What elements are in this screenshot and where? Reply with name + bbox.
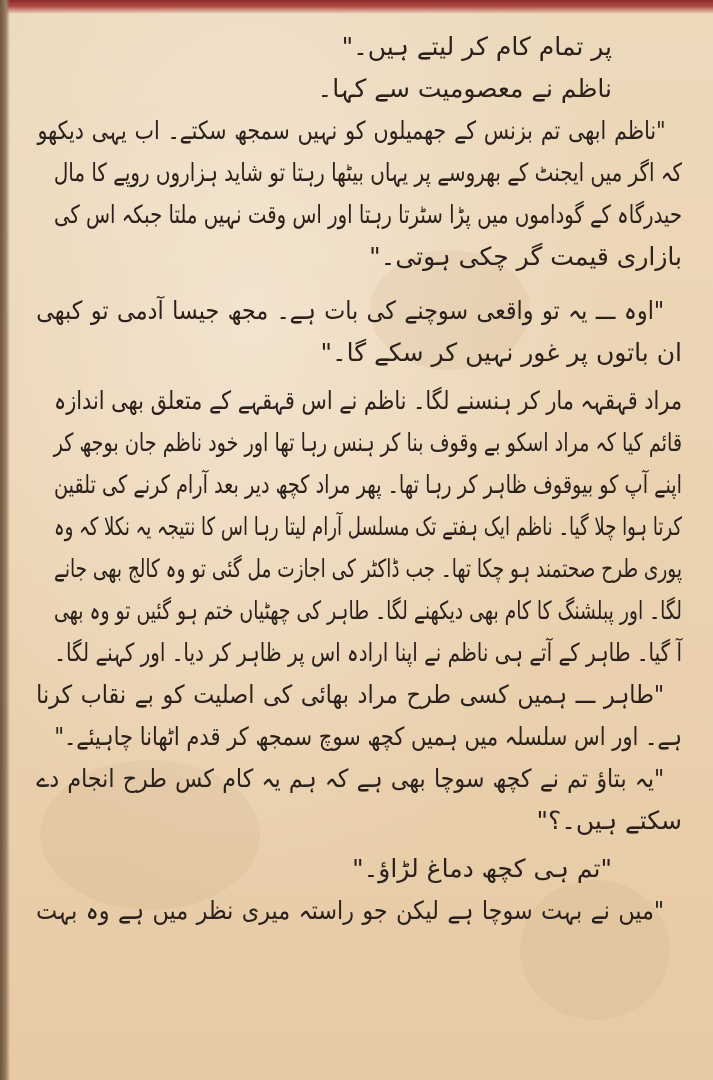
text-line: کہ اگر میں ایجنٹ کے بھروسے پر یہاں بیٹھا رہتا تو شاید ہزاروں روپے کا مال <box>53 158 682 187</box>
text-line: آ گیا۔ طاہر کے آتے ہی ناظم نے اپنا ارادہ اس پر ظاہر کر دیا۔ اور کہنے لگا۔ <box>54 638 682 667</box>
page-binding-edge <box>0 0 10 1080</box>
page-top-edge <box>0 0 713 14</box>
text-line: لگا۔ اور پبلشنگ کا کام بھی دیکھنے لگا۔ طاہر کی چھٹیاں ختم ہو گئیں تو وہ بھی <box>53 596 682 625</box>
text-line: ان باتوں پر غور نہیں کر سکے گا۔" <box>320 338 682 367</box>
text-line: پر تمام کام کر لیتے ہیں۔" <box>341 32 612 61</box>
text-line: ہے۔ اور اس سلسلہ میں ہمیں کچھ سوچ سمجھ کر قدم اٹھانا چاہیئے۔" <box>54 722 682 751</box>
text-line: بازاری قیمت گر چکی ہوتی۔" <box>369 242 682 271</box>
text-line: قائم کیا کہ مراد اسکو بے وقوف بنا کر ہنس رہا تھا اور خود ناظم جان بوجھ کر <box>53 428 682 457</box>
text-line: ناظم نے معصومیت سے کہا۔ <box>317 74 612 103</box>
text-line: سکتے ہیں۔؟" <box>536 806 682 835</box>
text-line: پوری طرح صحتمند ہو چکا تھا۔ جب ڈاکٹر کی اجازت مل گئی تو وہ کالج بھی جانے <box>54 554 682 583</box>
text-line: "تم ہی کچھ دماغ لڑاؤ۔" <box>352 854 612 883</box>
handwritten-text-block <box>36 26 682 932</box>
text-line: "اوہ ـــ یہ تو واقعی سوچنے کی بات ہے۔ مجھ جیسا آدمی تو کبھی <box>36 296 665 325</box>
text-line: "یہ بتاؤ تم نے کچھ سوچا بھی ہے کہ ہم یہ کام کس طرح انجام دے <box>36 764 665 793</box>
text-line: "میں نے بہت سوچا ہے لیکن جو راستہ میری نظر میں ہے وہ بہت <box>36 896 665 925</box>
text-line: "ناظم ابھی تم بزنس کے جھمیلوں کو نہیں سمجھ سکتے۔ اب یہی دیکھو <box>37 116 666 145</box>
text-line: اپنے آپ کو بیوقوف ظاہر کر رہا تھا۔ پھر مراد کچھ دیر بعد آرام کرنے کی تلقین <box>53 470 682 499</box>
text-line: "طاہر ـــ ہمیں کسی طرح مراد بھائی کی اصلیت کو بے نقاب کرنا <box>36 680 665 709</box>
paragraph-gap <box>54 278 682 290</box>
text-line: حیدرگاہ کے گوداموں میں پڑا سٹرتا رہتا اور اس وقت نہیں ملتا جبکہ اس کی <box>53 200 682 229</box>
text-line: کرتا ہوا چلا گیا۔ ناظم ایک ہفتے تک مسلسل آرام لیتا رہا اس کا نتیجہ یہ نکلا کہ وہ <box>54 512 682 541</box>
text-line: مراد قہقہہ مار کر ہنسنے لگا۔ ناظم نے اس قہقہے کے متعلق بھی اندازہ <box>53 386 682 415</box>
